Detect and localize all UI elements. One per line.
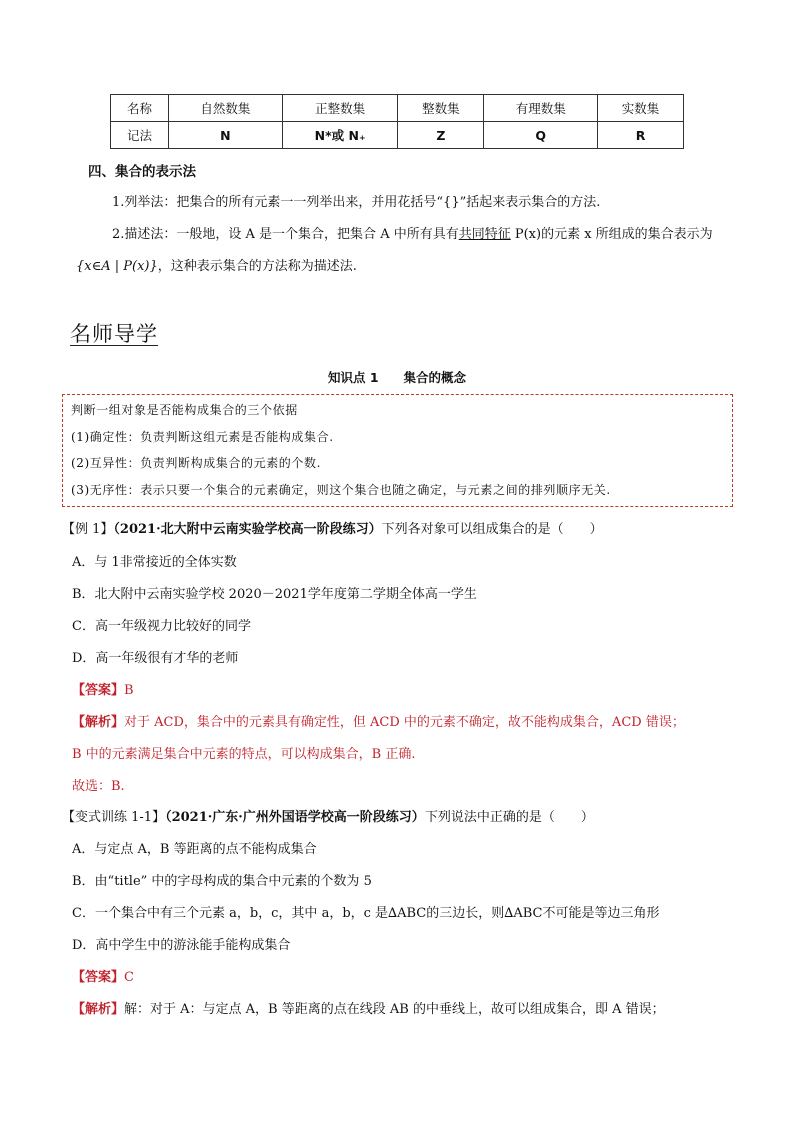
- analysis-label: 【解析】: [72, 1002, 125, 1017]
- variant-label: 【变式训练 1-1】: [62, 810, 166, 825]
- description-text: ，这种表示集合的方法称为描述法.: [157, 259, 357, 274]
- description-text: 2.描述法：一般地，设 A 是一个集合，把集合 A 中所有具有: [112, 227, 459, 242]
- table-cell: 名称: [111, 95, 169, 122]
- section-heading: 四、集合的表示法: [88, 164, 196, 180]
- example-source: （2021·北大附中云南实验学校高一阶段练习）: [113, 522, 382, 537]
- description-method-cont: [76, 255, 357, 274]
- table-cell: Z: [398, 122, 484, 149]
- answer-value: B: [124, 683, 134, 698]
- table-cell: Q: [484, 122, 598, 149]
- option-a: A．与定点 A，B 等距离的点不能构成集合: [72, 842, 317, 857]
- option-b: B．北大附中云南实验学校 2020－2021学年度第二学期全体高一学生: [72, 587, 477, 602]
- tips-line: (3)无序性：表示只要一个集合的元素确定，则这个集合也随之确定，与元素之间的排列顺序无关.: [71, 483, 611, 497]
- variant-source: （2021·广东·广州外国语学校高一阶段练习）: [165, 810, 425, 825]
- tips-line: 判断一组对象是否能构成集合的三个依据: [71, 403, 298, 417]
- analysis: [72, 998, 665, 1017]
- table-cell: 实数集: [598, 95, 684, 122]
- option-b: B．由“title” 中的字母构成的集合中元素的个数为 5: [72, 874, 372, 889]
- table-cell: 有理数集: [484, 95, 598, 122]
- banner-underline: [70, 345, 158, 346]
- conclusion: 故选：B.: [72, 779, 125, 794]
- answer-label: 【答案】: [72, 970, 125, 985]
- analysis-text: 对于 ACD，集合中的元素具有确定性，但 ACD 中的元素不确定，故不能构成集合，ACD 错误；: [124, 715, 685, 730]
- analysis-cont: B 中的元素满足集合中元素的特点，可以构成集合，B 正确.: [72, 747, 416, 762]
- option-d: D．高中学生中的游泳能手能构成集合: [72, 938, 291, 953]
- table-cell: 整数集: [398, 95, 484, 122]
- option-c: C．高一年级视力比较好的同学: [72, 619, 251, 634]
- knowledge-point-title: 知识点 1 集合的概念: [327, 370, 467, 385]
- option-d: D．高一年级很有才华的老师: [72, 651, 239, 666]
- description-method: [112, 223, 713, 242]
- variant-text: 下列说法中正确的是（ ）: [424, 810, 594, 825]
- tips-line: (2)互异性：负责判断构成集合的元素的个数.: [71, 456, 322, 470]
- example-question: [62, 518, 603, 537]
- table-cell: 正整数集: [282, 95, 398, 122]
- table-cell: N: [169, 122, 283, 149]
- variant-question: [62, 806, 594, 825]
- table-cell: R: [598, 122, 684, 149]
- example-label: 【例 1】: [62, 522, 114, 537]
- answer: [72, 679, 134, 698]
- example-text: 下列各对象可以组成集合的是（ ）: [381, 522, 603, 537]
- answer: [72, 966, 134, 985]
- option-c: C．一个集合中有三个元素 a，b，c，其中 a，b，c 是∆ABC的三边长，则∆ABC不可能是等边三角形: [72, 906, 660, 921]
- description-text: P(x)的元素 x 所组成的集合表示为: [510, 227, 713, 242]
- answer-label: 【答案】: [72, 683, 125, 698]
- answer-value: C: [124, 970, 134, 985]
- table-header-row: [111, 95, 684, 122]
- table-row: [111, 122, 684, 149]
- analysis-label: 【解析】: [72, 715, 125, 730]
- tips-line: (1)确定性：负责判断这组元素是否能构成集合.: [71, 430, 334, 444]
- option-a: A．与 1非常接近的全体实数: [72, 555, 237, 570]
- table-cell: N*或 N₊: [282, 122, 398, 149]
- table-cell: 自然数集: [169, 95, 283, 122]
- number-sets-table: [110, 94, 684, 149]
- enumeration-method: 1.列举法：把集合的所有元素一一列举出来，并用花括号“{}”括起来表示集合的方法.: [112, 195, 601, 210]
- set-builder-formula: {x∈A | P(x)}: [76, 259, 158, 274]
- underlined-term: 共同特征: [458, 227, 511, 242]
- analysis: [72, 711, 685, 730]
- analysis-text: 解：对于 A：与定点 A，B 等距离的点在线段 AB 的中垂线上，故可以组成集合，即 A 错误；: [124, 1002, 665, 1017]
- table-cell: 记法: [111, 122, 169, 149]
- tips-box: [62, 394, 733, 507]
- section-banner: 名师导学: [70, 322, 158, 346]
